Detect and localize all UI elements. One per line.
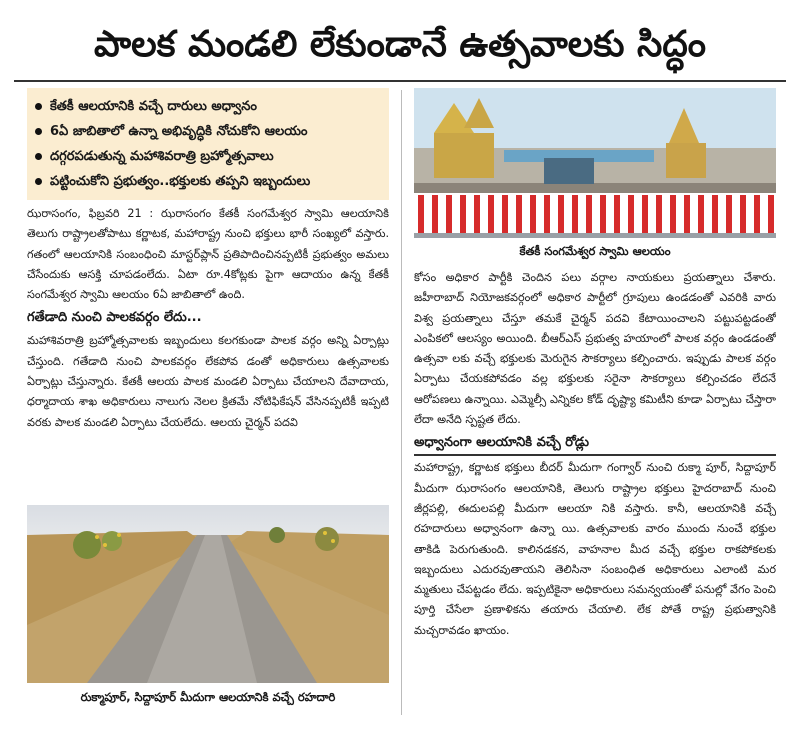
highlight-text: దగ్గరపడుతున్న మహాశివరాత్రి బ్రహ్మోత్సవాలు	[50, 149, 274, 164]
highlight-item	[35, 94, 381, 119]
highlight-item	[35, 144, 381, 169]
headline: పాలక మండలి లేకుండానే ఉత్సవాలకు సిద్ధం	[94, 24, 706, 65]
highlight-text: కేతకీ ఆలయానికి వచ్చే దారులు అధ్వానం	[50, 99, 257, 114]
column-divider	[401, 90, 402, 715]
temple-photo	[414, 88, 776, 238]
highlight-item	[35, 119, 381, 144]
highlights-box	[27, 88, 389, 200]
section-subhead: అధ్వానంగా ఆలయానికి వచ్చే రోడ్లు	[414, 432, 776, 456]
article-body: మహాశివరాత్రి బ్రహ్మోత్సవాలకు ఇబ్బందులు కలగకుండా పాలక వర్గం అన్ని ఏర్పాట్లు చేస్తుంది. గతేడాది నుంచి పాలకవర్గం లేకపోవ డంతో అధికారులు ఉత్సవాలకు ఏర్పాట్లు చేస్తున్నారు. కేతకీ ఆలయ పాలక మండలి ఏర్పాటు చేయాలని దేవాదాయ, ధర్మాదాయ శాఖ అధికారులు నాలుగు నెలల క్రితమే నోటిఫికేషన్ వేసినప్పటికీ ఇప్పటి వరకు పాలక మండలి ఏర్పాటు చేయలేదు. ఆలయ చైర్మన్ పదవి	[27, 334, 389, 429]
right-column	[414, 268, 776, 714]
headline-rule	[14, 80, 786, 82]
left-column	[27, 204, 389, 504]
article-body-roads: మహారాష్ట్ర, కర్ణాటక భక్తులు బీదర్ మీదుగా గంగ్వార్ నుంచి రుక్మా పూర్, సిద్దాపూర్ మీదుగా ఝరాసంగం ఆలయానికి, తెలుగు రాష్ట్రాల భక్తులు హైదరాబాద్ నుంచి జీర్లపల్లి, ఈదులపల్లి మీదుగా ఆలయా నికి వస్తారు. కానీ, ఆలయానికి వచ్చే రహదారులు అధ్వానంగా ఉన్నా యి. ఉత్సవాలకు వారం ముందు నుంచే భక్తుల తాకిడి పెరుగుతుంది. కాలినడకన, వాహనాల మీద వచ్చే భక్తుల రాకపోకలకు ఇబ్బందులు ఎదురవుతాయని తెలిసినా సంబంధిత అధికారులు ఎలాంటి మర మ్మతులు చేపట్టడం లేదు. ఇప్పటికైనా అధికారులు సమన్వయంతో పనుల్లో వేగం పెంచి పూర్తి చేసేలా ప్రణాళికను తయారు చేయాలి. లేక పోతే రాష్ట్ర ప్రభుత్వానికి మచ్చరావడం ఖాయం.	[414, 461, 776, 637]
article-intro: ఝరాసంగం, ఫిబ్రవరి 21 : ఝరాసంగం కేతకీ సంగమేశ్వర స్వామి ఆలయానికి తెలుగు రాష్ట్రాలతోపాటు కర్ణాటక, మహారాష్ట్ర నుంచి భక్తులు భారీ సంఖ్యలో వస్తారు. గతంలో ఆలయానికి సంబంధించి మాస్టర్‌ప్లాన్ ప్రతిపాదించినప్పటికీ ప్రభుత్వం అమలు చేసేందుకు ఆసక్తి చూపడంలేదు. ఏటా రూ.4కోట్లకు పైగా ఆదాయం ఉన్న కేతకీ సంగమేశ్వర స్వామి ఆలయం 6ఏ జాబితాలో ఉంది.	[27, 207, 389, 302]
road-photo	[27, 505, 389, 683]
bullet-icon	[35, 128, 42, 135]
section-subhead: గతేడాది నుంచి పాలకవర్గం లేదు...	[27, 310, 202, 326]
road-photo-caption: రుక్మాపూర్, సిద్దాపూర్ మీదుగా ఆలయానికి వచ్చే రహదారి	[80, 690, 336, 704]
highlight-text: 6ఏ జాబితాలో ఉన్నా అభివృద్ధికి నోచుకోని ఆలయం	[50, 124, 308, 139]
bullet-icon	[35, 153, 42, 160]
highlight-item	[35, 169, 381, 194]
article-body-continued: కోసం అధికార పార్టీకి చెందిన పలు వర్గాల నాయకులు ప్రయత్నాలు చేశారు. జహీరాబాద్ నియోజకవర్గంలో అధికార పార్టీలో గ్రూపులు ఉండడంతో ఎవరికి వారు విశ్వ ప్రయత్నాలు చేస్తూ తమకే చైర్మన్ పదవి కేటాయించాలని పట్టుపట్టడంతో ఎంపికలో ఆలస్యం అయింది. బీఆర్ఎస్ ప్రభుత్వ హయాంలో పాలక వర్గం ఉండడంతో ఉత్సవా లకు వచ్చే భక్తులకు మెరుగైన సౌకర్యాలు కల్పించారు. ఇప్పుడు పాలక వర్గం ఏర్పాటు చేయకపోవడం వల్ల భక్తులకు సరైనా సౌకర్యాలు కల్పించడం లేదనే ఆరోపణలు ఉన్నాయి. ఎమ్మెల్సీ ఎన్నికల కోడ్ దృష్ట్యా కమిటీని కూడా ఏర్పాటు చేస్తారా లేదా అనేది స్పష్టత లేదు.	[414, 271, 776, 427]
bullet-icon	[35, 178, 42, 185]
temple-photo-caption: కేతకీ సంగమేశ్వర స్వామి ఆలయం	[519, 244, 671, 258]
road-photo-image	[27, 505, 389, 683]
highlight-text: పట్టించుకోని ప్రభుత్వం..భక్తులకు తప్పని ఇబ్బందులు	[50, 174, 311, 189]
bullet-icon	[35, 103, 42, 110]
temple-photo-image	[414, 88, 776, 238]
